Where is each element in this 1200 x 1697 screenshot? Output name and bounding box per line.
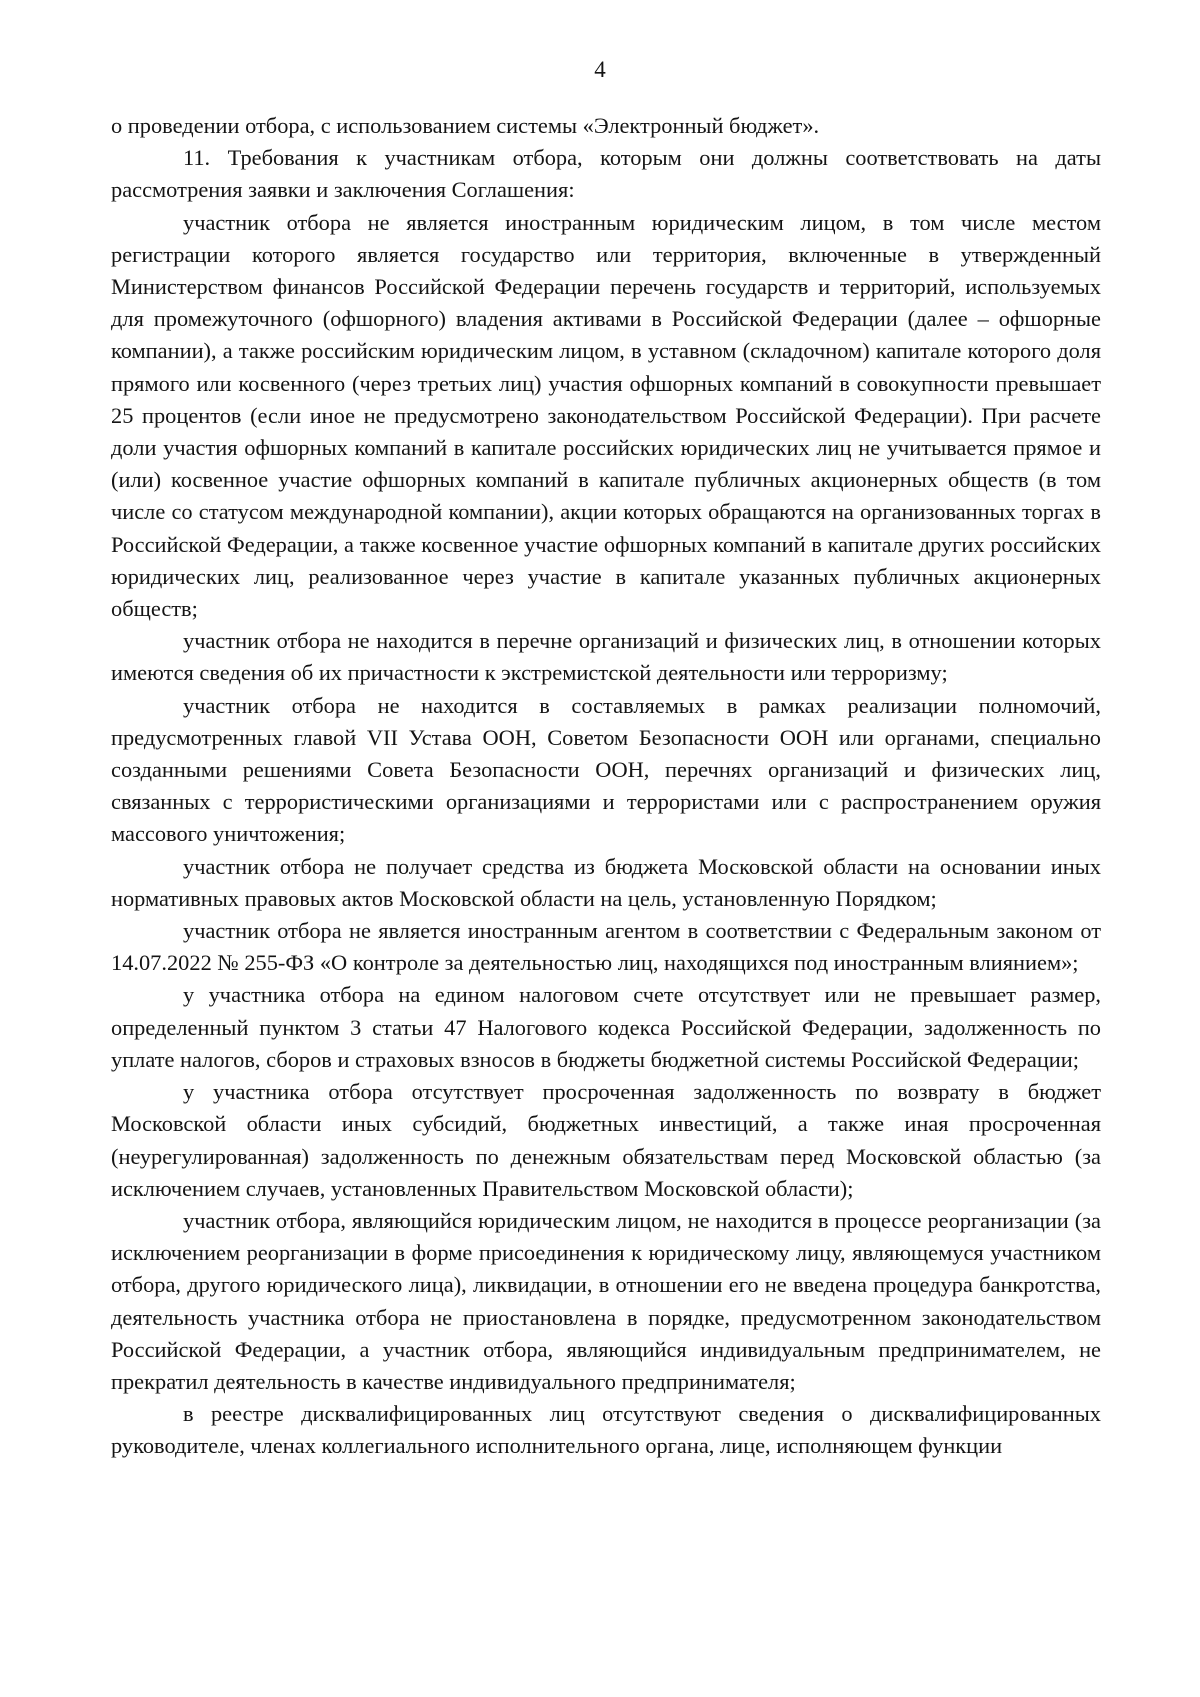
paragraph-foreign-agent: участник отбора не является иностранным агентом в соответствии с Федеральным законом от 14.07.2022 № 255-ФЗ «О контроле за деятельностью лиц, находящихся под иностранным влиянием»; xyxy=(111,918,1101,976)
paragraph-overdue-debt: у участника отбора отсутствует просроченная задолженность по возврату в бюджет Московской области иных субсидий, бюджетных инвестиций, а также иная просроченная (неурегулированная) задолженность по денежным обязательствам перед Московской областью (за исключением случаев, установленных Правительством Московской области); xyxy=(111,1079,1101,1201)
paragraph-extremism-list: участник отбора не находится в перечне организаций и физических лиц, в отношении которых имеются сведения об их причастности к экстремистской деятельности или терроризму; xyxy=(111,628,1101,686)
paragraph-offshore-requirement: участник отбора не является иностранным юридическим лицом, в том числе местом регистрации которого является государство или территория, включенные в утвержденный Министерством финансов Российской Федерации перечень государств и территорий, используемых для промежуточного (офшорного) владения активами в Российской Федерации (далее – офшорные компании), а также российским юридическим лицом, в уставном (складочном) капитале которого доля прямого или косвенного (через третьих лиц) участия офшорных компаний в совокупности превышает 25 процентов (если иное не предусмотрено законодательством Российской Федерации). При расчете доли участия офшорных компаний в капитале российских юридических лиц не учитывается прямое и (или) косвенное участие офшорных компаний в капитале публичных акционерных обществ (в том числе со статусом международной компании), акции которых обращаются на организованных торгах в Российской Федерации, а также косвенное участие офшорных компаний в капитале других российских юридических лиц, реализованное через участие в капитале указанных публичных акционерных обществ; xyxy=(111,209,1101,622)
document-body xyxy=(111,110,1101,1463)
paragraph-continuation: о проведении отбора, с использованием системы «Электронный бюджет». xyxy=(111,113,820,138)
paragraph-clause-11-heading: 11. Требования к участникам отбора, которым они должны соответствовать на даты рассмотрения заявки и заключения Соглашения: xyxy=(111,145,1101,203)
paragraph-tax-debt: у участника отбора на едином налоговом счете отсутствует или не превышает размер, определенный пунктом 3 статьи 47 Налогового кодекса Российской Федерации, задолженность по уплате налогов, сборов и страховых взносов в бюджеты бюджетной системы Российской Федерации; xyxy=(111,982,1101,1072)
paragraph-disqualified-persons: в реестре дисквалифицированных лиц отсутствуют сведения о дисквалифицированных руководителе, членах коллегиального исполнительного органа, лице, исполняющем функции xyxy=(111,1401,1101,1459)
paragraph-reorganization: участник отбора, являющийся юридическим лицом, не находится в процессе реорганизации (за исключением реорганизации в форме присоединения к юридическому лицу, являющемуся участником отбора, другого юридического лица), ликвидации, в отношении его не введена процедура банкротства, деятельность участника отбора не приостановлена в порядке, предусмотренном законодательством Российской Федерации, а участник отбора, являющийся индивидуальным предпринимателем, не прекратил деятельность в качестве индивидуального предпринимателя; xyxy=(111,1207,1101,1394)
paragraph-un-sanctions-list: участник отбора не находится в составляемых в рамках реализации полномочий, предусмотренных главой VII Устава ООН, Советом Безопасности ООН или органами, специально созданными решениями Совета Безопасности ООН, перечнях организаций и физических лиц, связанных с террористическими организациями и террористами или с распространением оружия массового уничтожения; xyxy=(111,692,1101,847)
page-number: 4 xyxy=(594,57,606,82)
paragraph-no-other-funding: участник отбора не получает средства из бюджета Московской области на основании иных нормативных правовых актов Московской области на цель, установленную Порядком; xyxy=(111,853,1101,911)
